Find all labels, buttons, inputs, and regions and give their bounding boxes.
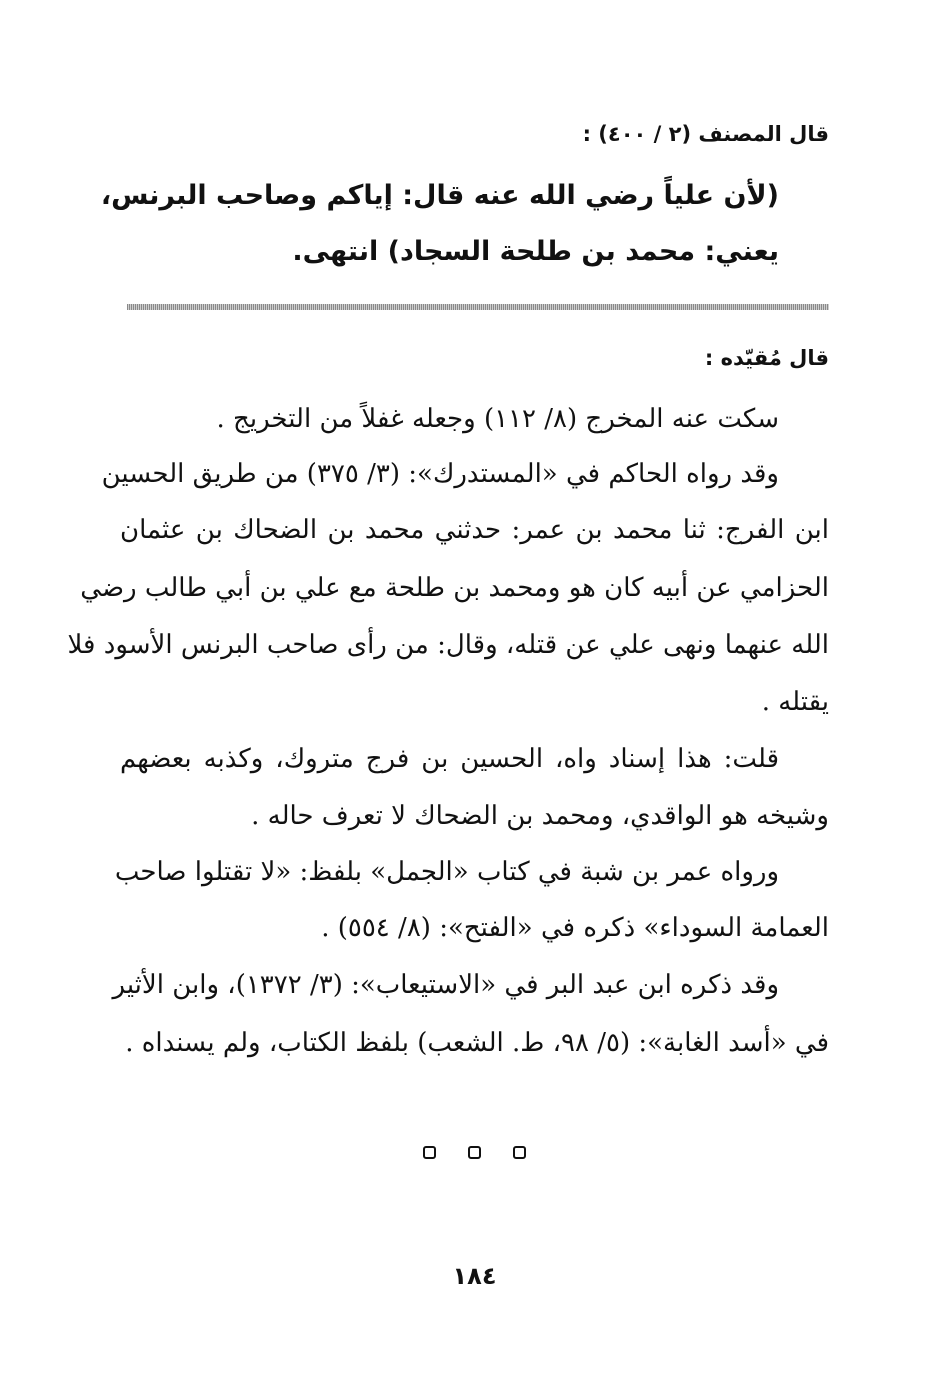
page-number: ١٨٤ [452, 1262, 497, 1290]
hollow-square-icon [468, 1146, 481, 1159]
body-line: قلت: هذا إسناد واه، الحسين بن فرج متروك، وكذبه بعضهم [120, 744, 779, 774]
quote-line-1: (لأن علياً رضي الله عنه قال: إياكم وصاحب البرنس، [100, 180, 779, 211]
body-line: العمامة السوداء» ذكره في «الفتح»: (٨/ ٥٥٤) . [321, 913, 829, 943]
hollow-square-icon [513, 1146, 526, 1159]
section-divider [127, 304, 829, 310]
quote-line-2: يعني: محمد بن طلحة السجاد) انتهى. [292, 236, 779, 267]
body-line: وقد رواه الحاكم في «المستدرك»: (٣/ ٣٧٥) من طريق الحسين [101, 459, 779, 489]
body-line: في «أسد الغابة»: (٥/ ٩٨، ط. الشعب) بلفظ الكتاب، ولم يسنداه . [125, 1028, 829, 1058]
body-line: ورواه عمر بن شبة في كتاب «الجمل» بلفظ: «لا تقتلوا صاحب [114, 857, 779, 887]
section-end-ornaments [0, 1146, 949, 1159]
body-line: سكت عنه المخرج (٨/ ١١٢) وجعله غفلاً من التخريج . [216, 404, 779, 434]
body-line: الحزامي عن أبيه كان هو ومحمد بن طلحة مع علي بن أبي طالب رضي [80, 573, 829, 603]
body-line: ابن الفرج: ثنا محمد بن عمر: حدثني محمد بن الضحاك بن عثمان [120, 515, 829, 545]
author-heading: قال المصنف (٢ / ٤٠٠) : [582, 122, 829, 146]
body-line: وشيخه هو الواقدي، ومحمد بن الضحاك لا تعرف حاله . [251, 801, 829, 831]
body-line: الله عنهما ونهى علي عن قتله، وقال: من رأى صاحب البرنس الأسود فلا [67, 630, 829, 660]
commentator-heading: قال مُقيّده : [704, 346, 829, 370]
hollow-square-icon [423, 1146, 436, 1159]
body-line: وقد ذكره ابن عبد البر في «الاستيعاب»: (٣/ ١٣٧٢)، وابن الأثير [112, 970, 779, 1000]
body-line: يقتله . [761, 687, 829, 717]
